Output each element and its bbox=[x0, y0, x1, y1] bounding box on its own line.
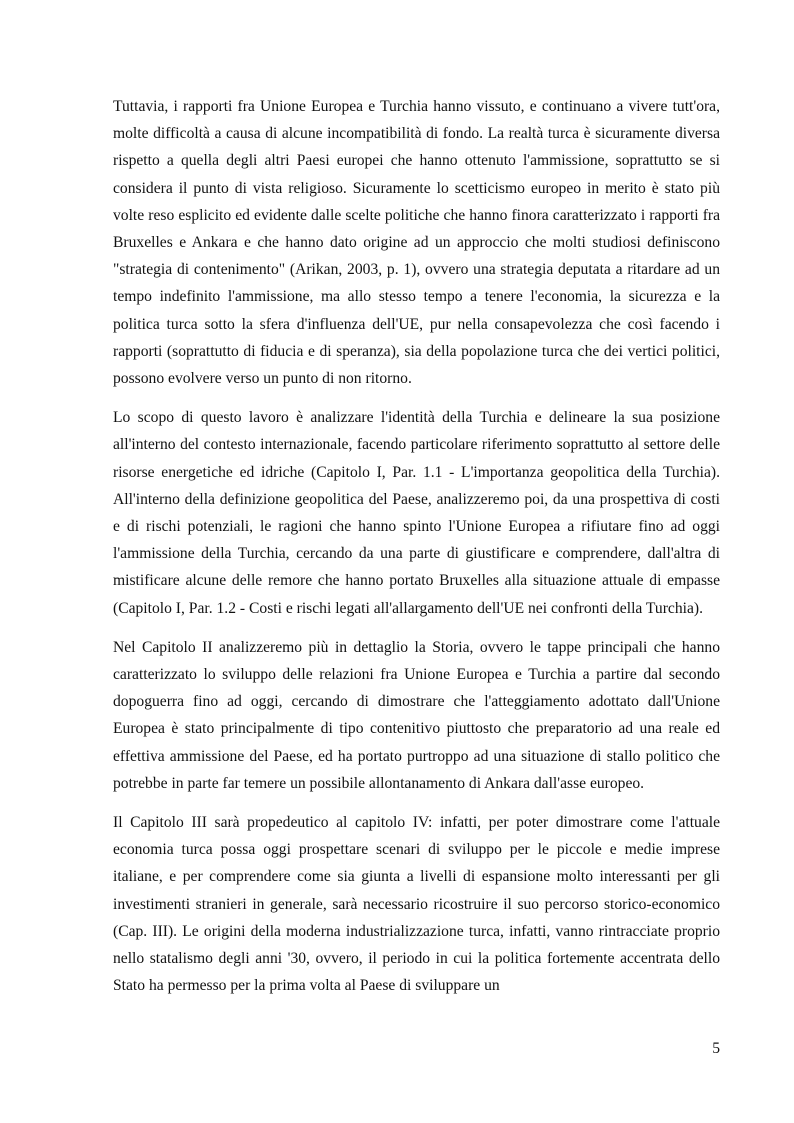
body-text bbox=[113, 93, 720, 1012]
paragraph: Nel Capitolo II analizzeremo più in dettaglio la Storia, ovvero le tappe principali che hanno caratterizzato lo sviluppo delle relazioni fra Unione Europea e Turchia a partire dal secondo dopoguerra fino ad oggi, cercando di dimostrare che l'atteggiamento adottato dall'Unione Europea è stato principalmente di tipo contenitivo piuttosto che preparatorio ad una reale ed effettiva ammissione del Paese, ed ha portato purtroppo ad una situazione di stallo politico che potrebbe in parte far temere un possibile allontanamento di Ankara dall'asse europeo. bbox=[113, 638, 720, 792]
paragraph: Lo scopo di questo lavoro è analizzare l'identità della Turchia e delineare la sua posizione all'interno del contesto internazionale, facendo particolare riferimento soprattutto al settore delle risorse energetiche ed idriche (Capitolo I, Par. 1.1 - L'importanza geopolitica della Turchia). All'interno della definizione geopolitica del Paese, analizzeremo poi, da una prospettiva di costi e di rischi potenziali, le ragioni che hanno spinto l'Unione Europea a rifiutare fino ad oggi l'ammissione della Turchia, cercando da una parte di giustificare e comprendere, dall'altra di mistificare alcune delle remore che hanno portato Bruxelles alla situazione attuale di empasse (Capitolo I, Par. 1.2 - Costi e rischi legati all'allargamento dell'UE nei confronti della Turchia). bbox=[113, 409, 720, 617]
paragraph: Il Capitolo III sarà propedeutico al capitolo IV: infatti, per poter dimostrare come l'attuale economia turca possa oggi prospettare scenari di sviluppo per le piccole e medie imprese italiane, e per comprendere come sia giunta a livelli di espansione molto interessanti per gli investimenti stranieri in generale, sarà necessario ricostruire il suo percorso storico-economico (Cap. III). Le origini della moderna industrializzazione turca, infatti, vanno rintracciate proprio nello statalismo degli anni '30, ovvero, il periodo in cui la politica fortemente accentrata dello Stato ha permesso per la prima volta al Paese di sviluppare un bbox=[113, 814, 720, 995]
page-number: 5 bbox=[712, 1040, 720, 1057]
paragraph: Tuttavia, i rapporti fra Unione Europea e Turchia hanno vissuto, e continuano a vivere tutt'ora, molte difficoltà a causa di alcune incompatibilità di fondo. La realtà turca è sicuramente diversa rispetto a quella degli altri Paesi europei che hanno ottenuto l'ammissione, soprattutto se si considera il punto di vista religioso. Sicuramente lo scetticismo europeo in merito è stato più volte reso esplicito ed evidente dalle scelte politiche che hanno finora caratterizzato i rapporti fra Bruxelles e Ankara e che hanno dato origine ad un approccio che molti studiosi definiscono "strategia di contenimento" (Arikan, 2003, p. 1), ovvero una strategia deputata a ritardare ad un tempo indefinito l'ammissione, ma allo stesso tempo a tenere l'economia, la sicurezza e la politica turca sotto la sfera d'influenza dell'UE, pur nella consapevolezza che così facendo i rapporti (soprattutto di fiducia e di speranza), sia della popolazione turca che dei vertici politici, possono evolvere verso un punto di non ritorno. bbox=[113, 98, 720, 388]
